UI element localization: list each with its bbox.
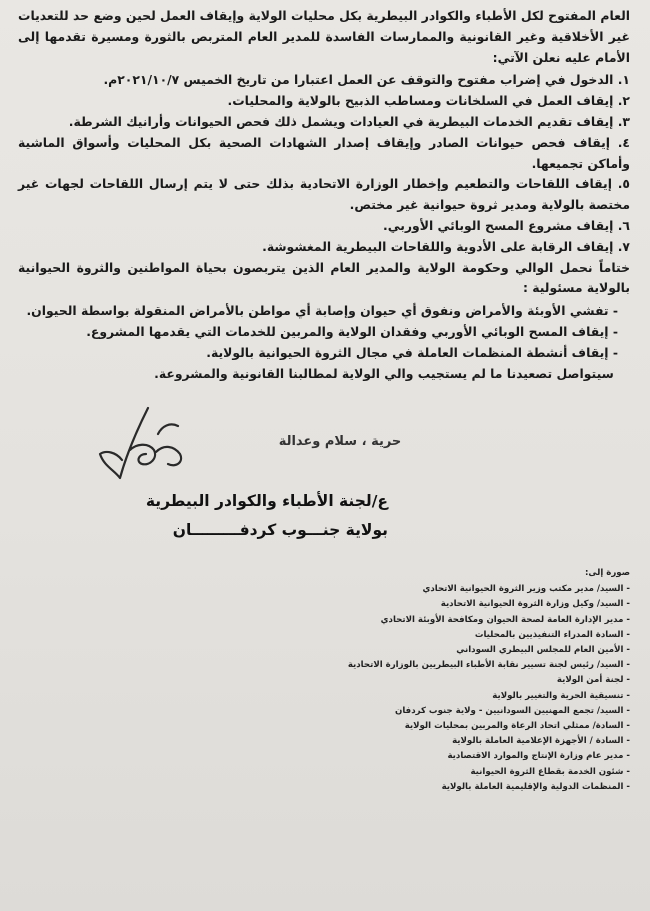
recipient-item: - السيد/ وكيل وزارة الثروة الحيوانية الاتحادية: [440, 599, 630, 610]
recipients-list: [270, 582, 630, 795]
handwritten-signature: [96, 404, 188, 490]
recipient-item: - السيد/ رئيس لجنة تسيير نقابة الأطباء البيطريين بالوزارة الاتحادية: [347, 660, 630, 671]
demand-item: ١. الدخول في إضراب مفتوح والتوقف عن العمل اعتبارا من تاريخ الخميس ٢٠٢١/١٠/٧م.: [103, 72, 630, 88]
letter-body: [18, 6, 630, 384]
recipient-item: - السيد/ تجمع المهنيين السودانيين - ولاية جنوب كردفان: [395, 705, 630, 716]
demand-item: ٣. إيقاف تقديم الخدمات البيطرية في العيادات ويشمل ذلك فحص الحيوانات وأرانيك الشرطة.: [68, 113, 630, 129]
committee-state: بولاية جنـــوب كردفـــــــــان: [172, 521, 388, 539]
recipient-item: - السيد/ مدير مكتب وزير الثروة الحيوانية الاتحادي: [422, 584, 630, 595]
consequence-item: - تفشي الأوبئة والأمراض ونفوق أي حيوان وإصابة أي مواطن بالأمراض المنقولة بواسطة الحيوان.: [26, 303, 618, 319]
demand-item: ٥. إيقاف اللقاحات والتطعيم وإخطار الوزارة الاتحادية بذلك حتى لا يتم إرسال اللقاحات لجهات غير مختصة بالولاية ومدير ثروة حيوانية غير مختص.: [18, 176, 630, 213]
recipient-item: - مدير الإدارة العامة لصحة الحيوان ومكافحة الأوبئة الاتحادي: [380, 614, 630, 625]
recipient-item: - المنظمات الدولية والإقليمية العاملة بالولاية: [441, 781, 630, 792]
motto: حرية ، سلام وعدالة: [278, 434, 402, 449]
recipient-item: - السادة المدراء التنفيذيين بالمحليات: [474, 629, 630, 640]
letter-intro: العام المفتوح لكل الأطباء والكوادر البيطرية بكل محليات الولاية وإيقاف العمل لحين وضع حد للتعديات غير الأخلاقية وغير القانونية والممارسات الفاسدة للمدير العام المتربص بالثورة ومسيرة تقدمها إلى الأمام عليه نعلن الآتي:: [18, 8, 630, 65]
demand-item: ٤. إيقاف فحص حيوانات الصادر وإيقاف إصدار الشهادات الصحية بكل المحليات وأسواق الماشية وأماكن تجميعها.: [18, 134, 630, 171]
demand-item: ٧. إيقاف الرقابة على الأدوية واللقاحات البيطرية المغشوشة.: [262, 238, 630, 254]
committee-name: ع/لجنة الأطباء والكوادر البيطرية: [145, 492, 388, 510]
recipient-item: - شئون الخدمة بقطاع الثروة الحيوانية: [470, 766, 630, 777]
demand-item: ٦. إيقاف مشروع المسح الوبائي الأوربي.: [383, 217, 630, 233]
recipient-item: - لجنة أمن الولاية: [556, 675, 630, 686]
letter-closing: ختاماً نحمل الوالي وحكومة الولاية والمدير العام الذين يتربصون بحياة المواطنين والثروة الحيوانية بالولاية مسئولية :: [18, 259, 630, 296]
copies-to-block: [270, 566, 630, 795]
demands-list: [18, 70, 630, 257]
copies-to-title: صورة إلى:: [584, 568, 630, 578]
consequence-item: - إيقاف أنشطة المنظمات العاملة في مجال الثروة الحيوانية بالولاية.: [206, 344, 618, 360]
committee-signature-block: [0, 487, 388, 545]
recipient-item: - تنسيقية الحرية والتغيير بالولاية: [492, 690, 630, 701]
recipient-item: - السادة / الأجهزة الإعلامية العاملة بالولاية: [452, 736, 630, 747]
recipient-item: - مدير عام وزارة الإنتاج والموارد الاقتصادية: [447, 751, 630, 762]
recipient-item: - الأمين العام للمجلس البيطري السوداني: [456, 645, 630, 656]
letter-final: سيتواصل تصعيدنا ما لم يستجيب والي الولاية لمطالبنا القانونية والمشروعة.: [154, 365, 614, 381]
consequences-list: [18, 301, 630, 363]
recipient-item: - السادة/ ممثلي اتحاد الرعاة والمربين بمحليات الولاية: [404, 721, 630, 732]
demand-item: ٢. إيقاف العمل في السلخانات ومساطب الذبيح بالولاية والمحليات.: [227, 93, 630, 109]
consequence-item: - إيقاف المسح الوبائي الأوربي وفقدان الولاية والمربين للخدمات التي يقدمها المشروع.: [86, 323, 618, 339]
